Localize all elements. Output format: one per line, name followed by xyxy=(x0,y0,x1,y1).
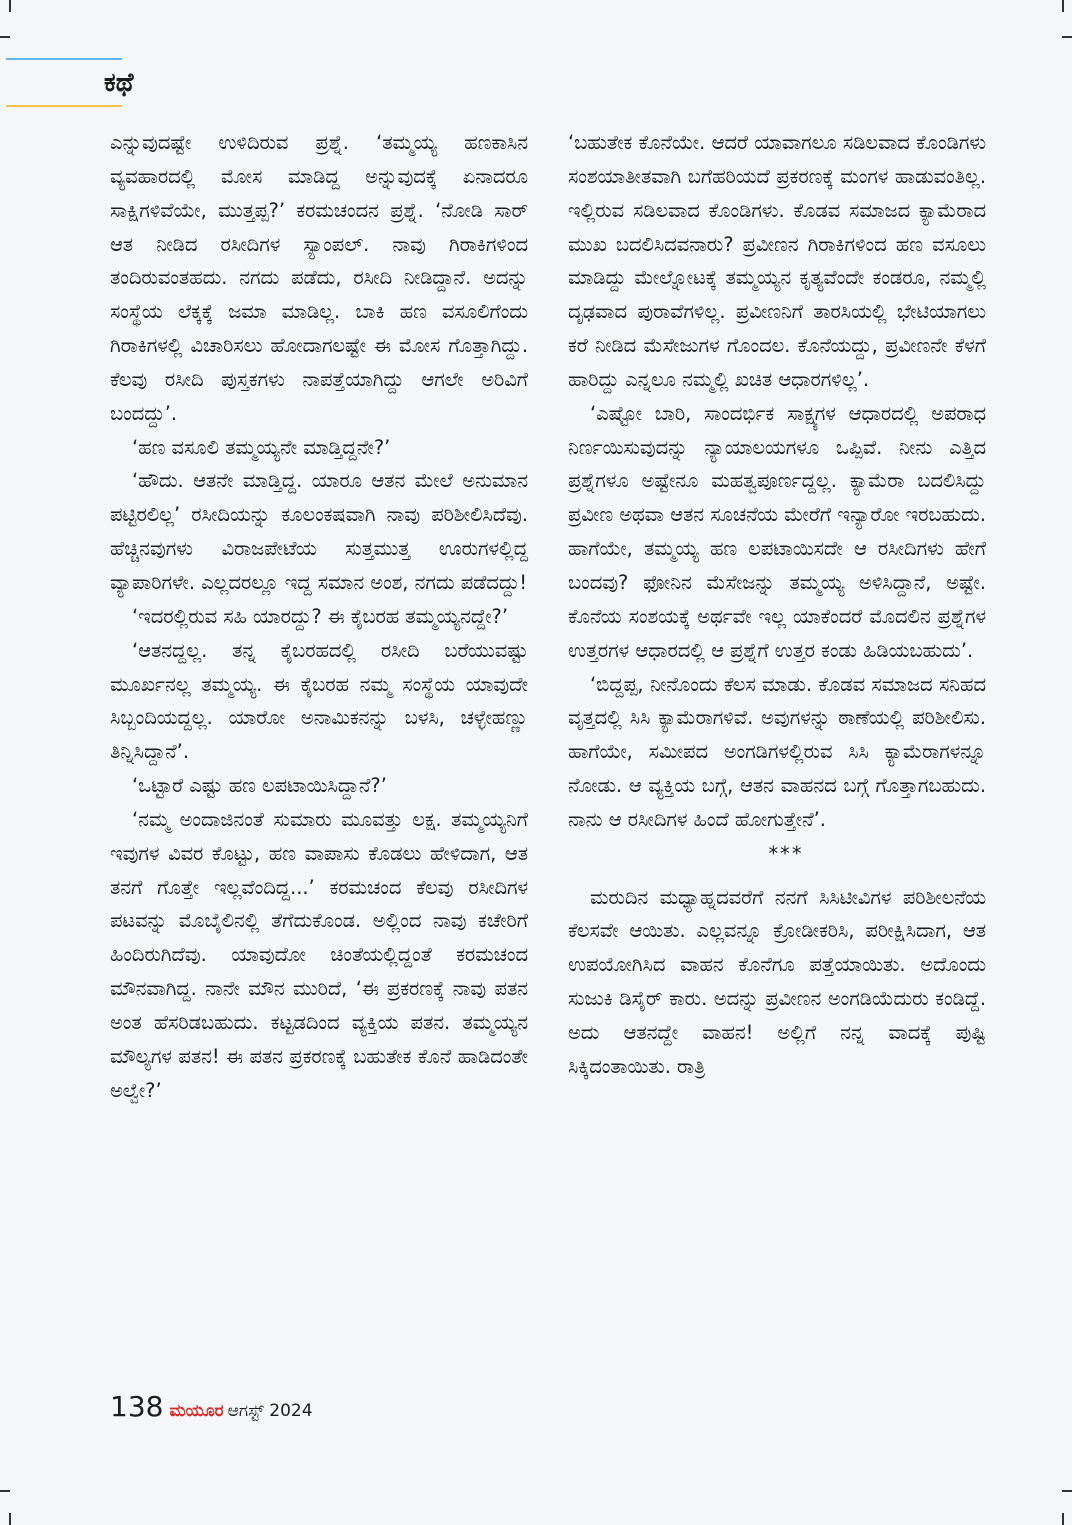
magazine-logo: ಮಯೂರ xyxy=(169,1401,224,1421)
accent-rule-blue xyxy=(6,58,122,60)
paragraph: ಎನ್ನುವುದಷ್ಟೇ ಉಳಿದಿರುವ ಪ್ರಶ್ನೆ. ‘ತಮ್ಮಯ್ಯ ಹಣಕಾಸಿನ ವ್ಯವಹಾರದಲ್ಲಿ ಮೋಸ ಮಾಡಿದ್ದ ಅನ್ನುವುದಕ್ಕೆ ಏನಾದರೂ ಸಾಕ್ಷಿಗಳಿವೆಯೇ, ಮುತ್ತಪ್ಪ?’ ಕರಮಚಂದನ ಪ್ರಶ್ನೆ. ‘ನೋಡಿ ಸಾರ್ ಆತ ನೀಡಿದ ರಸೀದಿಗಳ ಸ್ಯಾಂಪಲ್. ನಾವು ಗಿರಾಕಿಗಳಿಂದ ತಂದಿರುವಂತಹದು. ನಗದು ಪಡೆದು, ರಸೀದಿ ನೀಡಿದ್ದಾನೆ. ಅದನ್ನು ಸಂಸ್ಥೆಯ ಲೆಕ್ಕಕ್ಕೆ ಜಮಾ ಮಾಡಿಲ್ಲ. ಬಾಕಿ ಹಣ ವಸೂಲಿಗೆಂದು ಗಿರಾಕಿಗಳಲ್ಲಿ ವಿಚಾರಿಸಲು ಹೋದಾಗಲಷ್ಟೇ ಈ ಮೋಸ ಗೊತ್ತಾಗಿದ್ದು. ಕೆಲವು ರಸೀದಿ ಪುಸ್ತಕಗಳು ನಾಪತ್ತೆಯಾಗಿದ್ದು ಆಗಲೇ ಅರಿವಿಗೆ ಬಂದದ್ದು’. xyxy=(110,131,528,425)
paragraph: ‘ಹಣ ವಸೂಲಿ ತಮ್ಮಯ್ಯನೇ ಮಾಡ್ತಿದ್ದನೇ?’ xyxy=(132,435,391,459)
crop-mark xyxy=(0,36,10,38)
paragraph: ‘ಆತನದ್ದಲ್ಲ. ತನ್ನ ಕೈಬರಹದಲ್ಲಿ ರಸೀದಿ ಬರೆಯುವಷ್ಟು ಮೂರ್ಖನಲ್ಲ ತಮ್ಮಯ್ಯ. ಈ ಕೈಬರಹ ನಮ್ಮ ಸಂಸ್ಥೆಯ ಯಾವುದೇ ಸಿಬ್ಬಂದಿಯದ್ದಲ್ಲ. ಯಾರೋ ಅನಾಮಿಕನನ್ನು ಬಳಸಿ, ಚಳ್ಳೇಹಣ್ಣು ತಿನ್ನಿಸಿದ್ದಾನೆ’. xyxy=(110,638,528,764)
article-column-right xyxy=(568,126,986,1084)
paragraph: ‘ಹೌದು. ಆತನೇ ಮಾಡ್ತಿದ್ದ. ಯಾರೂ ಆತನ ಮೇಲೆ ಅನುಮಾನ ಪಟ್ಟಿರಲಿಲ್ಲ’ ರಸೀದಿಯನ್ನು ಕೂಲಂಕಷವಾಗಿ ನಾವು ಪರಿಶೀಲಿಸಿದೆವು. ಹೆಚ್ಚಿನವುಗಳು ವಿರಾಜಪೇಟೆಯ ಸುತ್ತಮುತ್ತ ಊರುಗಳಲ್ಲಿದ್ದ ವ್ಯಾಪಾರಿಗಳೇ. ಎಲ್ಲದರಲ್ಲೂ ಇದ್ದ ಸಮಾನ ಅಂಶ, ನಗದು ಪಡೆದದ್ದು! xyxy=(110,469,528,594)
crop-mark xyxy=(1062,1513,1064,1525)
article-column-left xyxy=(110,126,528,1107)
section-title: ಕಥೆ xyxy=(104,68,134,98)
crop-mark xyxy=(1062,0,1064,12)
paragraph: ‘ಒಟ್ಟಾರೆ ಎಷ್ಟು ಹಣ ಲಪಟಾಯಿಸಿದ್ದಾನೆ?’ xyxy=(132,774,387,798)
right-column-part-1 xyxy=(568,126,986,837)
paragraph: ‘ಬಹುತೇಕ ಕೊನೆಯೇ. ಆದರೆ ಯಾವಾಗಲೂ ಸಡಿಲವಾದ ಕೊಂಡಿಗಳು ಸಂಶಯಾತೀತವಾಗಿ ಬಗೆಹರಿಯದೆ ಪ್ರಕರಣಕ್ಕೆ ಮಂಗಳ ಹಾಡುವಂತಿಲ್ಲ. ಇಲ್ಲಿರುವ ಸಡಿಲವಾದ ಕೊಂಡಿಗಳು. ಕೊಡವ ಸಮಾಜದ ಕ್ಯಾಮೆರಾದ ಮುಖ ಬದಲಿಸಿದವನಾರು? ಪ್ರವೀಣನ ಗಿರಾಕಿಗಳಿಂದ ಹಣ ವಸೂಲು ಮಾಡಿದ್ದು ಮೇಲ್ನೋಟಕ್ಕೆ ತಮ್ಮಯ್ಯನ ಕೃತ್ಯವೆಂದೇ ಕಂಡರೂ, ನಮ್ಮಲ್ಲಿ ದೃಢವಾದ ಪುರಾವೆಗಳಿಲ್ಲ. ಪ್ರವೀಣನಿಗೆ ತಾರಸಿಯಲ್ಲಿ ಭೇಟಿಯಾಗಲು ಕರೆ ನೀಡಿದ ಮೆಸೇಜುಗಳ ಗೊಂದಲ. ಕೊನೆಯದ್ದು, ಪ್ರವೀಣನೇ ಕೆಳಗೆ ಹಾರಿದ್ದು ಎನ್ನಲೂ ನಮ್ಮಲ್ಲಿ ಖಚಿತ ಆಧಾರಗಳಿಲ್ಲ’. xyxy=(568,131,986,391)
page-footer xyxy=(110,1390,313,1423)
section-separator: *** xyxy=(768,841,804,865)
paragraph: ‘ನಮ್ಮ ಅಂದಾಜಿನಂತೆ ಸುಮಾರು ಮೂವತ್ತು ಲಕ್ಷ. ತಮ್ಮಯ್ಯನಿಗೆ ಇವುಗಳ ವಿವರ ಕೊಟ್ಟು, ಹಣ ವಾಪಾಸು ಕೊಡಲು ಹೇಳಿದಾಗ, ಆತ ತನಗೆ ಗೊತ್ತೇ ಇಲ್ಲವೆಂದಿದ್ದ...’ ಕರಮಚಂದ ಕೆಲವು ರಸೀದಿಗಳ ಪಟವನ್ನು ಮೊಬೈಲಿನಲ್ಲಿ ತೆಗೆದುಕೊಂಡ. ಅಲ್ಲಿಂದ ನಾವು ಕಚೇರಿಗೆ ಹಿಂದಿರುಗಿದೆವು. ಯಾವುದೋ ಚಿಂತೆಯಲ್ಲಿದ್ದಂತೆ ಕರಮಚಂದ ಮೌನವಾಗಿದ್ದ. ನಾನೇ ಮೌನ ಮುರಿದೆ, ‘ಈ ಪ್ರಕರಣಕ್ಕೆ ನಾವು ಪತನ ಅಂತ ಹೆಸರಿಡಬಹುದು. ಕಟ್ಟಡದಿಂದ ವ್ಯಕ್ತಿಯ ಪತನ. ತಮ್ಮಯ್ಯನ ಮೌಲ್ಯಗಳ ಪತನ! ಈ ಪತನ ಪ್ರಕರಣಕ್ಕೆ ಬಹುತೇಕ ಕೊನೆ ಹಾಡಿದಂತೇ ಅಲ್ವೇ?’ xyxy=(110,807,528,1102)
paragraph: ‘ಬಿದ್ದಪ್ಪ, ನೀನೊಂದು ಕೆಲಸ ಮಾಡು. ಕೊಡವ ಸಮಾಜದ ಸನಿಹದ ವೃತ್ತದಲ್ಲಿ ಸಿಸಿ ಕ್ಯಾಮೆರಾಗಳಿವೆ. ಅವುಗಳನ್ನು ಠಾಣೆಯಲ್ಲಿ ಪರಿಶೀಲಿಸು. ಹಾಗೆಯೇ, ಸಮೀಪದ ಅಂಗಡಿಗಳಲ್ಲಿರುವ ಸಿಸಿ ಕ್ಯಾಮೆರಾಗಳನ್ನೂ ನೋಡು. ಆ ವ್ಯಕ್ತಿಯ ಬಗ್ಗೆ, ಆತನ ವಾಹನದ ಬಗ್ಗೆ ಗೊತ್ತಾಗಬಹುದು. ನಾನು ಆ ರಸೀದಿಗಳ ಹಿಂದೆ ಹೋಗುತ್ತೇನೆ’. xyxy=(568,672,986,831)
paragraph: ಮರುದಿನ ಮಧ್ಯಾಹ್ನದವರೆಗೆ ನನಗೆ ಸಿಸಿಟೀವಿಗಳ ಪರಿಶೀಲನೆಯ ಕೆಲಸವೇ ಆಯಿತು. ಎಲ್ಲವನ್ನೂ ಕ್ರೋಡೀಕರಿಸಿ, ಪರೀಕ್ಷಿಸಿದಾಗ, ಆತ ಉಪಯೋಗಿಸಿದ ವಾಹನ ಕೊನೆಗೂ ಪತ್ತೆಯಾಯಿತು. ಅದೊಂದು ಸುಜುಕಿ ಡಿಸೈರ್ ಕಾರು. ಅದನ್ನು ಪ್ರವೀಣನ ಅಂಗಡಿಯೆದುರು ಕಂಡಿದ್ದೆ. ಅದು ಆತನದ್ದೇ ವಾಹನ! ಅಲ್ಲಿಗೆ ನನ್ನ ವಾದಕ್ಕೆ ಪುಷ್ಟಿ ಸಿಕ್ಕಿದಂತಾಯಿತು. ರಾತ್ರಿ xyxy=(568,885,986,1078)
crop-mark xyxy=(1062,1490,1072,1492)
right-column-part-2 xyxy=(568,881,986,1084)
accent-rule-yellow xyxy=(6,105,122,107)
paragraph: ‘ಎಷ್ಟೋ ಬಾರಿ, ಸಾಂದರ್ಭಿಕ ಸಾಕ್ಷ್ಯಗಳ ಆಧಾರದಲ್ಲಿ ಅಪರಾಧ ನಿರ್ಣಯಿಸುವುದನ್ನು ನ್ಯಾಯಾಲಯಗಳೂ ಒಪ್ಪಿವೆ. ನೀನು ಎತ್ತಿದ ಪ್ರಶ್ನೆಗಳೂ ಅಷ್ಟೇನೂ ಮಹತ್ವಪೂರ್ಣದ್ದಲ್ಲ. ಕ್ಯಾಮೆರಾ ಬದಲಿಸಿದ್ದು ಪ್ರವೀಣ ಅಥವಾ ಆತನ ಸೂಚನೆಯ ಮೇರೆಗೆ ಇನ್ಯಾರೋ ಇರಬಹುದು. ಹಾಗೆಯೇ, ತಮ್ಮಯ್ಯ ಹಣ ಲಪಟಾಯಿಸದೇ ಆ ರಸೀದಿಗಳು ಹೇಗೆ ಬಂದವು? ಫೋನಿನ ಮೆಸೇಜನ್ನು ತಮ್ಮಯ್ಯ ಅಳಿಸಿದ್ದಾನೆ, ಅಷ್ಟೇ. ಕೊನೆಯ ಸಂಶಯಕ್ಕೆ ಅರ್ಥವೇ ಇಲ್ಲ ಯಾಕೆಂದರೆ ಮೊದಲಿನ ಪ್ರಶ್ನೆಗಳ ಉತ್ತರಗಳ ಆಧಾರದಲ್ಲಿ ಆ ಪ್ರಶ್ನೆಗೆ ಉತ್ತರ ಕಂಡು ಹಿಡಿಯಬಹುದು’. xyxy=(568,401,986,662)
crop-mark xyxy=(0,1490,10,1492)
issue-date: ಆಗಸ್ಟ್ 2024 xyxy=(227,1401,313,1421)
crop-mark xyxy=(9,1513,11,1525)
crop-mark xyxy=(1062,36,1072,38)
page-number: 138 xyxy=(110,1390,164,1423)
paragraph: ‘ಇದರಲ್ಲಿರುವ ಸಹಿ ಯಾರದ್ದು? ಈ ಕೈಬರಹ ತಮ್ಮಯ್ಯನದ್ದೇ?’ xyxy=(132,604,508,628)
spacer xyxy=(568,871,986,881)
crop-mark xyxy=(9,0,11,12)
